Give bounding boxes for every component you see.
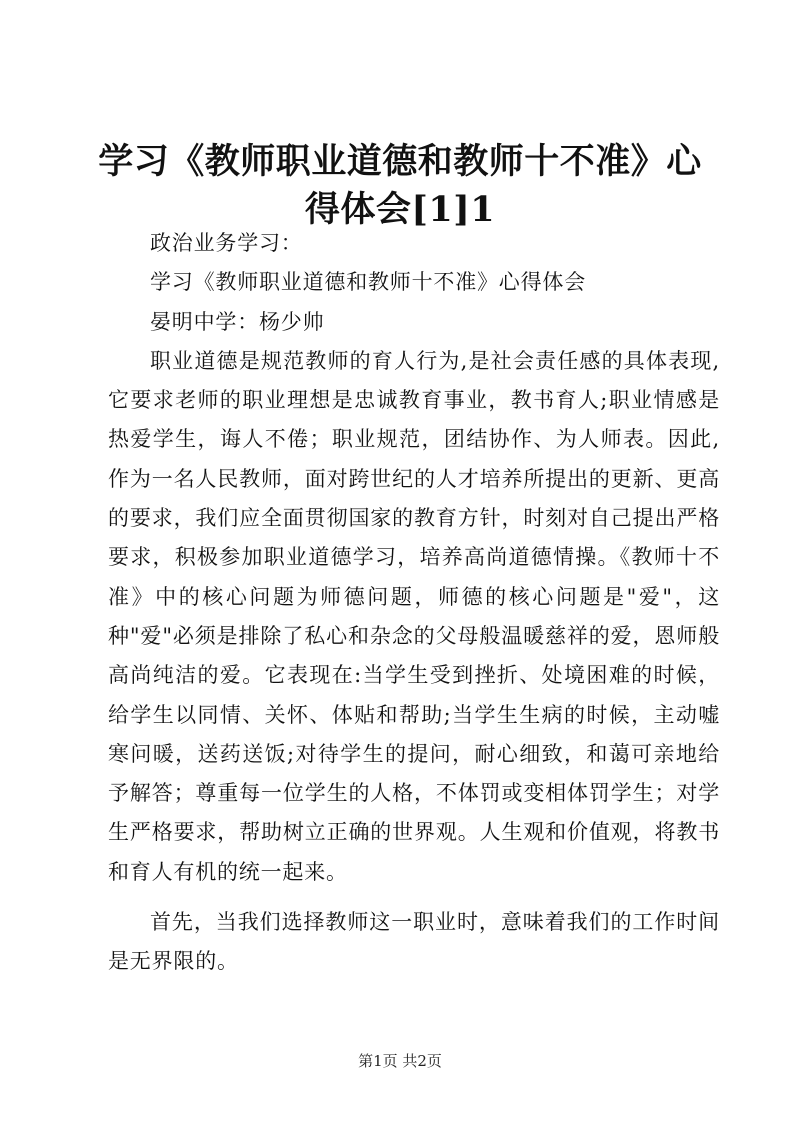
paragraph-category: 政治业务学习： [150, 231, 303, 255]
paragraph-first-point: 首先，当我们选择教师这一职业时，意味着我们的工作时间是无界限的。 [108, 910, 720, 974]
paragraph-main: 职业道德是规范教师的育人行为,是社会责任感的具体表现,它要求老师的职业理想是忠诚教育事业，教书育人;职业情感是热爱学生，诲人不倦；职业规范，团结协作、为人师表。因此,作为一名人民教师，面对跨世纪的人才培养所提出的更新、更高的要求，我们应全面贯彻国家的教育方针，时刻对自己提出严格要求，积极参加职业道德学习，培养高尚道德情操。《教师十不准》中的核心问题为师德问题，师德的核心问题是"爱"，这种"爱"必须是排除了私心和杂念的父母般温暖慈祥的爱，恩师般高尚纯洁的爱。它表现在:当学生受到挫折、处境困难的时候，给学生以同情、关怀、体贴和帮助;当学生生病的时候，主动嘘寒问暖，送药送饭;对待学生的提问，耐心细致，和蔼可亲地给予解答；尊重每一位学生的人格，不体罚或变相体罚学生；对学生严格要求，帮助树立正确的世界观。人生观和价值观，将教书和育人有机的统一起来。 [108, 348, 720, 884]
paragraph-subtitle: 学习《教师职业道德和教师十不准》心得体会 [150, 270, 586, 295]
page-number: 第1页 共2页 [358, 1052, 442, 1070]
document-title: 学习《教师职业道德和教师十不准》心得体会[1]1 [98, 141, 702, 230]
document-body [108, 224, 720, 982]
paragraph-author: 晏明中学：杨少帅 [150, 309, 325, 334]
